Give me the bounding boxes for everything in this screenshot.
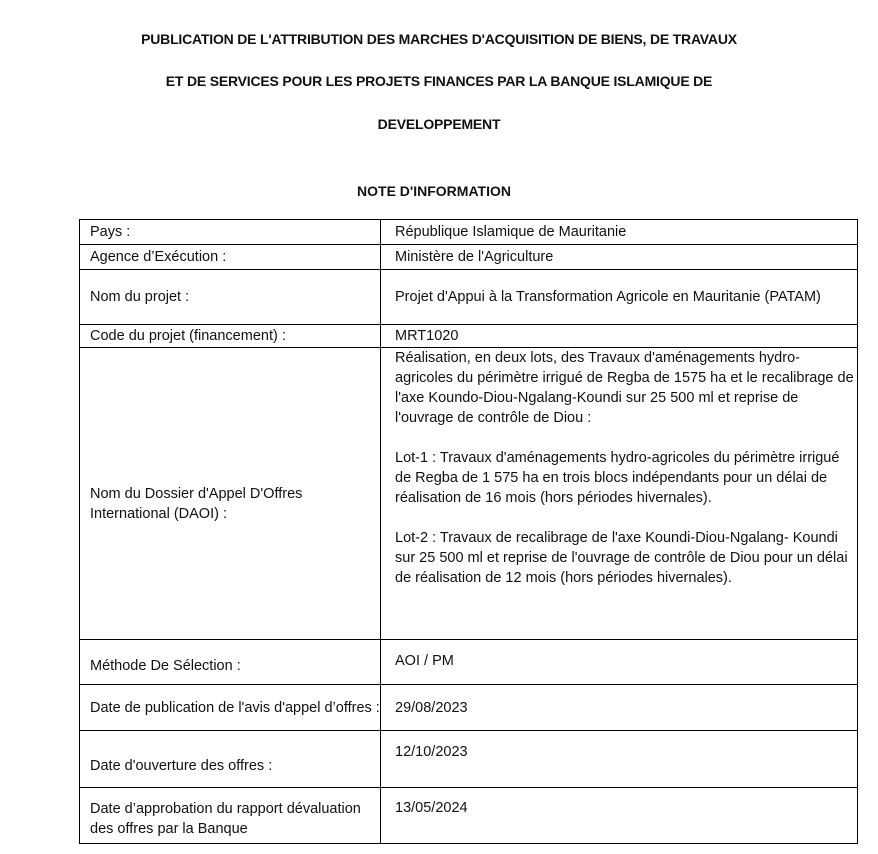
value-approbation: 13/05/2024 bbox=[381, 788, 858, 844]
daoi-lot-1: Lot-1 : Travaux d'aménagements hydro-agricoles du périmètre irrigué de Regba de 1 575 ha en trois blocs indépendants pour un délai de réalisation de 16 mois (hors périodes hivernales). bbox=[395, 450, 840, 506]
table-row bbox=[80, 245, 858, 270]
label-agence: Agence d’Exécution : bbox=[80, 245, 381, 270]
value-publication: 29/08/2023 bbox=[381, 685, 858, 731]
label-approbation: Date d’approbation du rapport dévaluation des offres par la Banque bbox=[80, 788, 381, 844]
value-code: MRT1020 bbox=[381, 325, 858, 348]
value-agence: Ministère de l'Agriculture bbox=[381, 245, 858, 270]
label-daoi: Nom du Dossier d'Appel D'Offres International (DAOI) : bbox=[80, 348, 381, 640]
daoi-lot-2: Lot-2 : Travaux de recalibrage de l'axe Koundi-Diou-Ngalang- Koundi sur 25 500 ml et reprise de l'ouvrage de contrôle de Diou pour un délai de réalisation de 12 mois (hors périodes hivernales). bbox=[395, 530, 848, 586]
label-code: Code du projet (financement) : bbox=[80, 325, 381, 348]
value-projet: Projet d'Appui à la Transformation Agricole en Mauritanie (PATAM) bbox=[381, 270, 858, 325]
header-line-1: PUBLICATION DE L'ATTRIBUTION DES MARCHES D'ACQUISITION DE BIENS, DE TRAVAUX bbox=[141, 31, 737, 47]
table-row bbox=[80, 270, 858, 325]
header-line-3: DEVELOPPEMENT bbox=[377, 116, 501, 132]
value-methode: AOI / PM bbox=[381, 640, 858, 685]
value-pays: République Islamique de Mauritanie bbox=[381, 220, 858, 245]
daoi-description: Réalisation, en deux lots, des Travaux d'aménagements hydro-agricoles du périmètre irrigué de Regba de 1575 ha et le recalibrage de l'axe Koundo-Diou-Ngalang-Koundi sur 25 500 ml et reprise de l'ouvrage de contrôle de Diou : bbox=[395, 350, 854, 426]
table-row bbox=[80, 731, 858, 788]
label-ouverture: Date d'ouverture des offres : bbox=[80, 731, 381, 788]
value-daoi bbox=[381, 348, 858, 640]
table-row bbox=[80, 640, 858, 685]
header-line-2: ET DE SERVICES POUR LES PROJETS FINANCES PAR LA BANQUE ISLAMIQUE DE bbox=[165, 73, 713, 89]
label-pays: Pays : bbox=[80, 220, 381, 245]
label-projet: Nom du projet : bbox=[80, 270, 381, 325]
information-table bbox=[79, 219, 858, 844]
table-row bbox=[80, 220, 858, 245]
value-ouverture: 12/10/2023 bbox=[381, 731, 858, 788]
label-methode: Méthode De Sélection : bbox=[80, 640, 381, 685]
note-title: NOTE D'INFORMATION bbox=[357, 183, 511, 199]
table-row bbox=[80, 348, 858, 640]
table-row bbox=[80, 325, 858, 348]
label-publication: Date de publication de l'avis d'appel d’offres : bbox=[80, 685, 381, 731]
table-row bbox=[80, 685, 858, 731]
table-row bbox=[80, 788, 858, 844]
